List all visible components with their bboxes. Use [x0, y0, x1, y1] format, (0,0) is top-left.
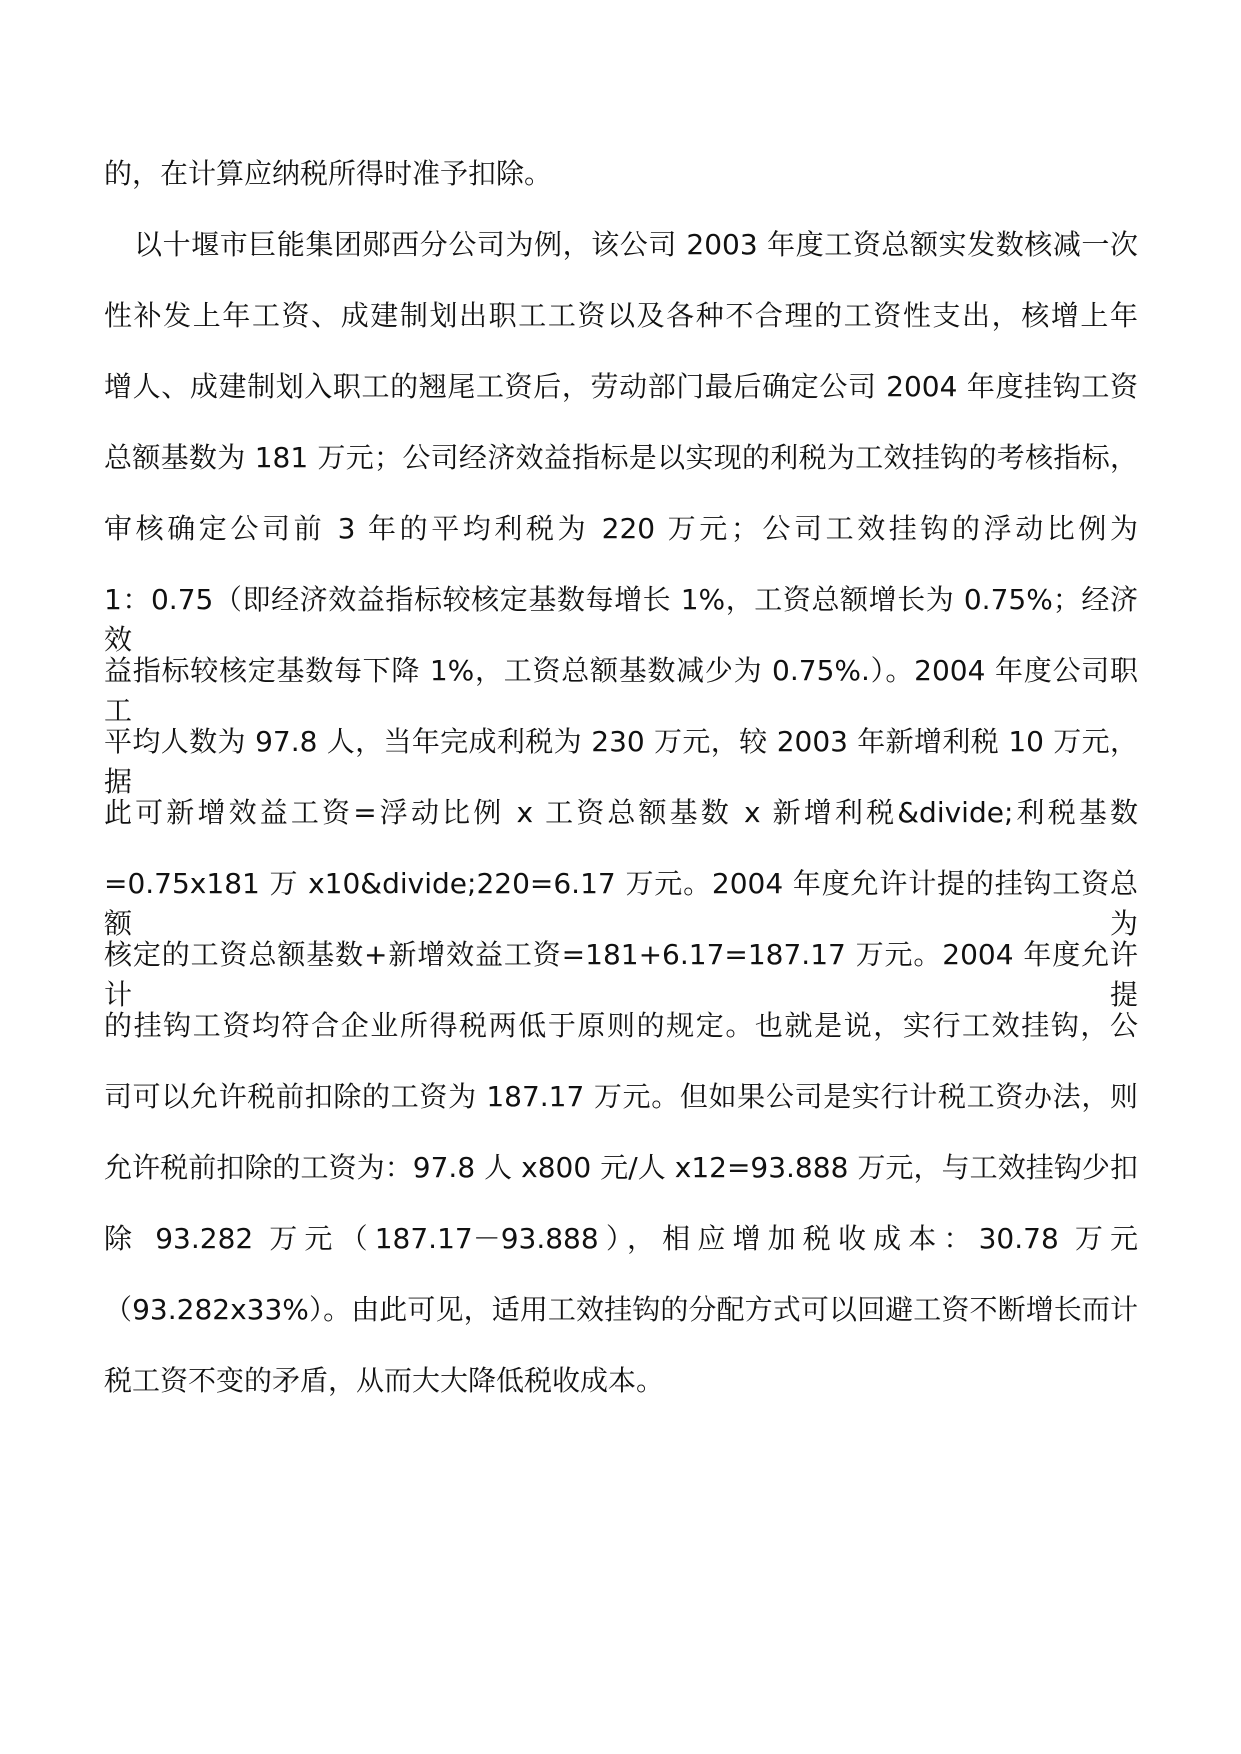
- paragraph-line: 1：0.75（即经济效益指标较核定基数每增长 1%，工资总额增长为 0.75%；经济效: [104, 583, 1138, 656]
- paragraph-line: 审核确定公司前 3 年的平均利税为 220 万元；公司工效挂钩的浮动比例为: [104, 512, 1138, 545]
- paragraph-line: 的，在计算应纳税所得时准予扣除。: [104, 157, 553, 190]
- paragraph-line: 以十堰市巨能集团郧西分公司为例，该公司 2003 年度工资总额实发数核减一次: [134, 228, 1138, 261]
- paragraph-line: 平均人数为 97.8 人，当年完成利税为 230 万元，较 2003 年新增利税 10 万元，据: [104, 725, 1138, 798]
- paragraph-line: （93.282x33%）。由此可见，适用工效挂钩的分配方式可以回避工资不断增长而计: [104, 1293, 1138, 1326]
- paragraph-line: 除 93.282 万元（187.17－93.888），相应增加税收成本：30.78 万元: [104, 1222, 1138, 1255]
- paragraph-line: 司可以允许税前扣除的工资为 187.17 万元。但如果公司是实行计税工资办法，则: [104, 1080, 1138, 1113]
- paragraph-line: 益指标较核定基数每下降 1%，工资总额基数减少为 0.75%.）。2004 年度公司职工: [104, 654, 1138, 727]
- paragraph-line: 核定的工资总额基数+新增效益工资=181+6.17=187.17 万元。2004 年度允许计提: [104, 938, 1138, 1011]
- paragraph-line: =0.75x181 万 x10&divide;220=6.17 万元。2004 年度允许计提的挂钩工资总额为: [104, 867, 1138, 940]
- paragraph-line: 性补发上年工资、成建制划出职工工资以及各种不合理的工资性支出，核增上年: [104, 299, 1138, 332]
- paragraph-line: 总额基数为 181 万元；公司经济效益指标是以实现的利税为工效挂钩的考核指标，: [104, 441, 1138, 474]
- paragraph-line: 此可新增效益工资=浮动比例 x 工资总额基数 x 新增利税&divide;利税基数: [104, 796, 1138, 829]
- paragraph-line: 的挂钩工资均符合企业所得税两低于原则的规定。也就是说，实行工效挂钩，公: [104, 1009, 1138, 1042]
- paragraph-line: 税工资不变的矛盾，从而大大降低税收成本。: [104, 1364, 665, 1397]
- paragraph-line: 增人、成建制划入职工的翘尾工资后，劳动部门最后确定公司 2004 年度挂钩工资: [104, 370, 1138, 403]
- paragraph-line: 允许税前扣除的工资为：97.8 人 x800 元/人 x12=93.888 万元，与工效挂钩少扣: [104, 1151, 1138, 1184]
